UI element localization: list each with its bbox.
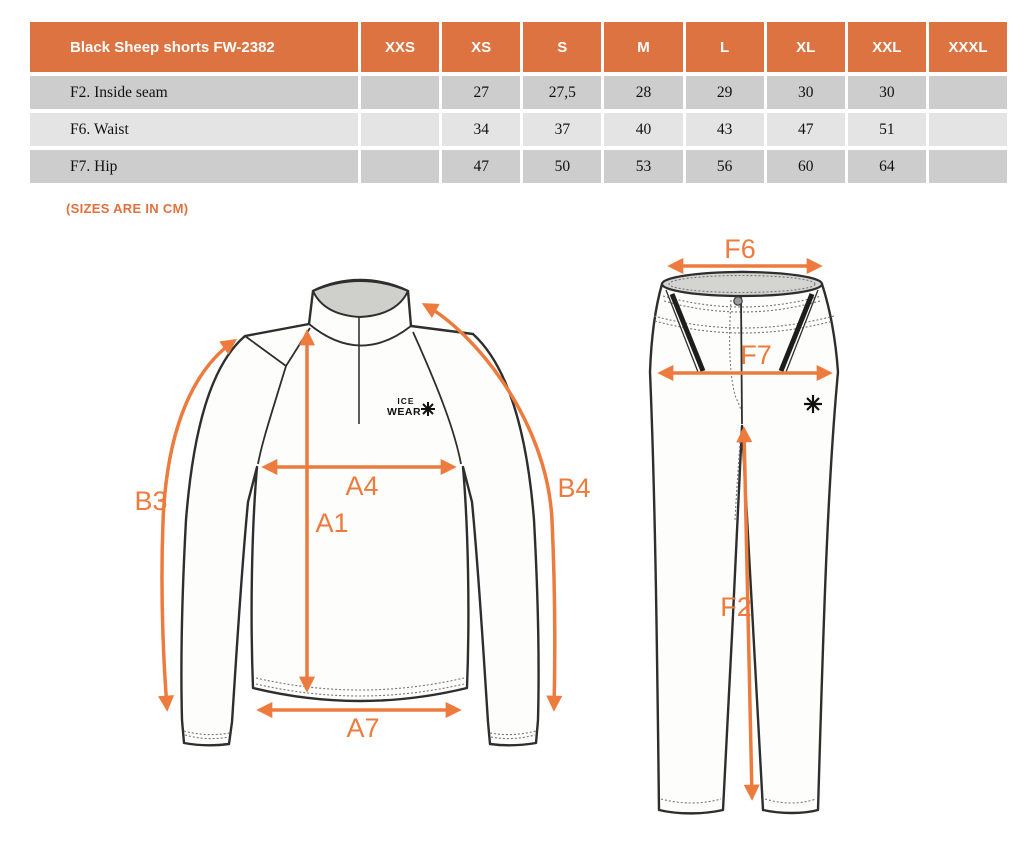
table-cell	[361, 113, 439, 146]
table-cell	[361, 76, 439, 109]
label-b3: B3	[134, 486, 168, 516]
row-label-waist: F6. Waist	[30, 113, 358, 146]
label-f6: F6	[724, 234, 756, 264]
size-column-header-s: S	[523, 22, 601, 72]
table-cell: 43	[686, 113, 764, 146]
pants-diagram	[650, 234, 838, 813]
table-cell: 28	[604, 76, 682, 109]
table-cell: 37	[523, 113, 601, 146]
brand-logo-line1: ICE	[397, 396, 415, 406]
table-cell: 34	[442, 113, 520, 146]
brand-logo-line2: WEAR	[386, 406, 422, 418]
size-column-header-xxs: XXS	[361, 22, 439, 72]
size-column-header-xs: XS	[442, 22, 520, 72]
table-cell: 47	[442, 150, 520, 183]
table-cell	[929, 150, 1007, 183]
table-cell	[929, 113, 1007, 146]
table-cell: 27,5	[523, 76, 601, 109]
snowflake-icon	[421, 402, 435, 416]
table-cell: 60	[767, 150, 845, 183]
size-column-header-xl: XL	[767, 22, 845, 72]
table-cell: 30	[767, 76, 845, 109]
shirt-outline	[181, 280, 538, 745]
label-a4: A4	[345, 471, 379, 501]
table-cell: 40	[604, 113, 682, 146]
size-column-header-xxl: XXL	[848, 22, 926, 72]
measurement-diagrams	[0, 230, 1031, 849]
units-note: (SIZES ARE IN CM)	[66, 201, 189, 216]
size-chart-table	[30, 22, 1007, 183]
label-a1: A1	[315, 508, 349, 538]
table-cell: 50	[523, 150, 601, 183]
label-f7: F7	[740, 340, 772, 370]
row-label-inside-seam: F2. Inside seam	[30, 76, 358, 109]
table-cell: 53	[604, 150, 682, 183]
table-cell: 51	[848, 113, 926, 146]
table-title-cell: Black Sheep shorts FW-2382	[30, 22, 358, 72]
table-cell: 27	[442, 76, 520, 109]
table-cell: 47	[767, 113, 845, 146]
table-cell	[929, 76, 1007, 109]
label-b4: B4	[557, 473, 591, 503]
size-column-header-xxxl: XXXL	[929, 22, 1007, 72]
label-f2: F2	[720, 592, 752, 622]
label-a7: A7	[346, 713, 380, 743]
waist-button	[734, 297, 742, 305]
table-cell: 30	[848, 76, 926, 109]
shirt-diagram	[134, 280, 590, 745]
waist-opening	[662, 272, 822, 296]
table-cell: 29	[686, 76, 764, 109]
table-cell: 56	[686, 150, 764, 183]
size-column-header-l: L	[686, 22, 764, 72]
size-column-header-m: M	[604, 22, 682, 72]
table-cell	[361, 150, 439, 183]
row-label-hip: F7. Hip	[30, 150, 358, 183]
table-cell: 64	[848, 150, 926, 183]
